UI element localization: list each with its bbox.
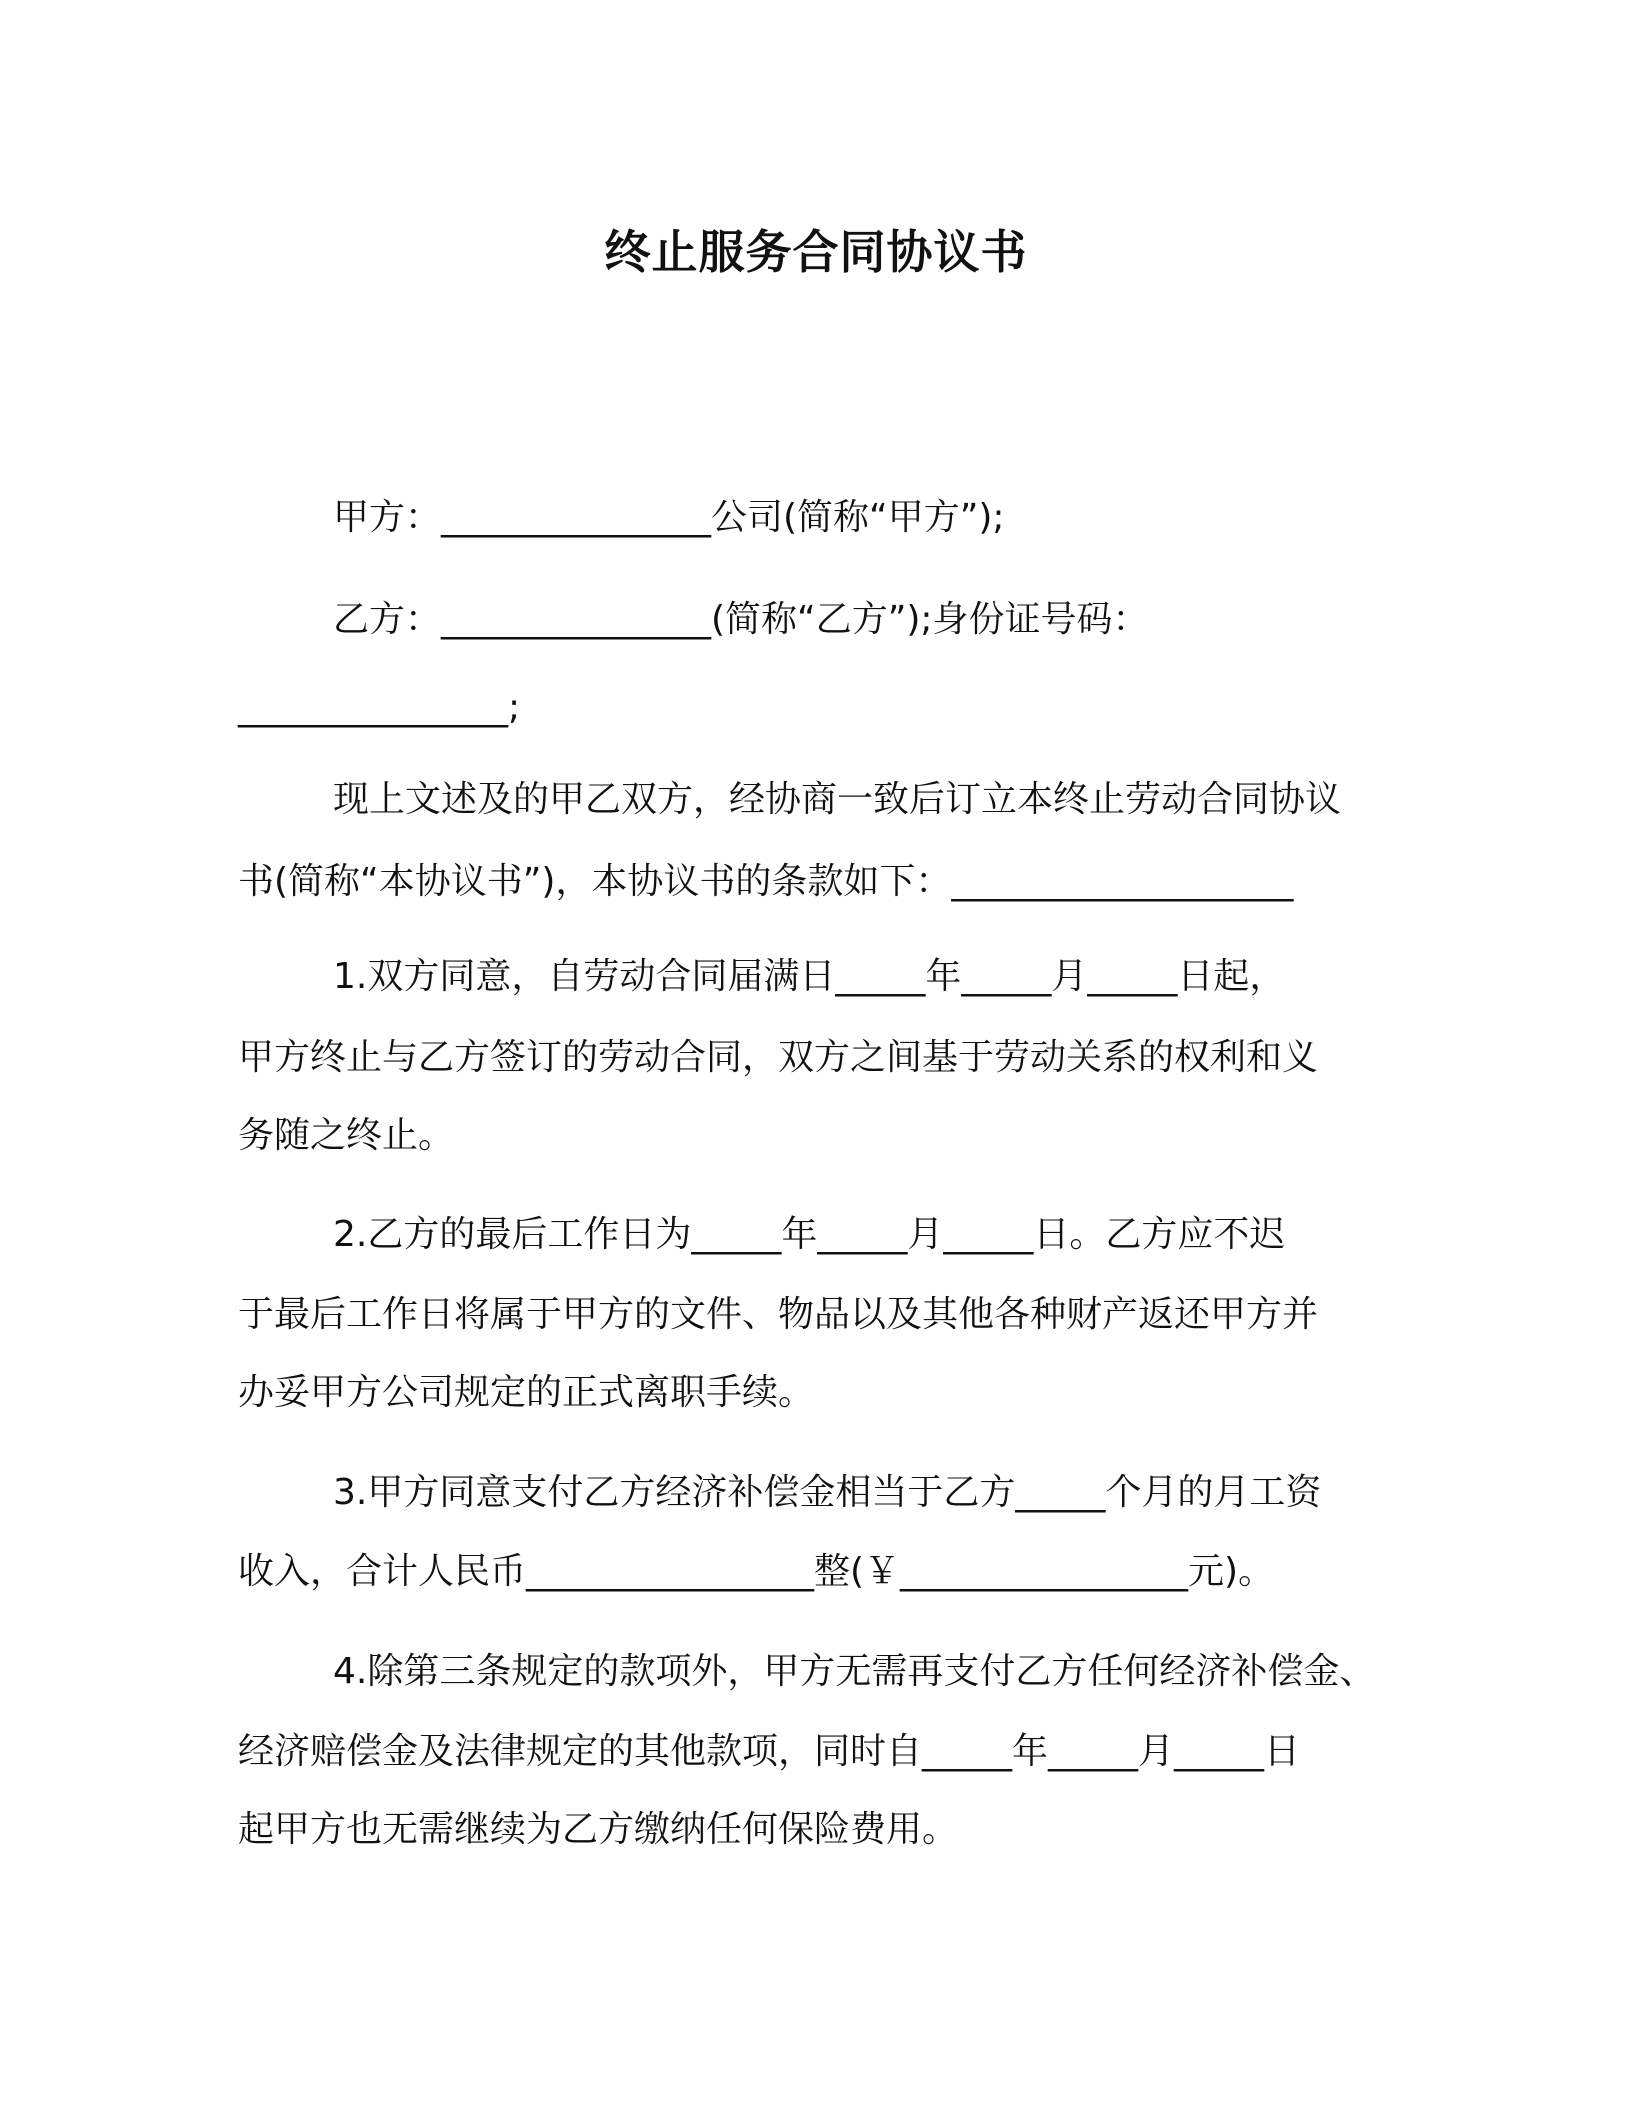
clause-4-line-2: 经济赔偿金及法律规定的其他款项，同时自_____年_____月_____日 (238, 1731, 1301, 1772)
clause-1-line-3: 务随之终止。 (238, 1115, 455, 1156)
party-a-line: 甲方：_______________公司(简称“甲方”); (333, 497, 1005, 538)
preamble-line-1: 现上文述及的甲乙双方，经协商一致后订立本终止劳动合同协议 (333, 779, 1342, 820)
clause-3-line-1: 3.甲方同意支付乙方经济补偿金相当于乙方_____个月的月工资 (333, 1472, 1322, 1513)
clause-4-line-3: 起甲方也无需继续为乙方缴纳任何保险费用。 (238, 1809, 959, 1850)
clause-2-line-3: 办妥甲方公司规定的正式离职手续。 (238, 1372, 815, 1413)
clause-1-line-1: 1.双方同意，自劳动合同届满日_____年_____月_____日起， (333, 956, 1286, 997)
party-b-line: 乙方：_______________(简称“乙方”);身份证号码： (333, 599, 1149, 640)
document-title: 终止服务合同协议书 (604, 225, 1028, 279)
clause-4-line-1: 4.除第三条规定的款项外，甲方无需再支付乙方任何经济补偿金、 (333, 1651, 1376, 1692)
id-number-line: _______________; (238, 687, 521, 728)
preamble-line-2: 书(简称“本协议书”)，本协议书的条款如下：___________________ (238, 861, 1294, 902)
clause-2-line-2: 于最后工作日将属于甲方的文件、物品以及其他各种财产返还甲方并 (238, 1294, 1319, 1335)
clause-3-line-2: 收入，合计人民币________________整(￥________________元)。 (238, 1551, 1275, 1592)
clause-2-line-1: 2.乙方的最后工作日为_____年_____月_____日。乙方应不迟 (333, 1214, 1286, 1255)
clause-1-line-2: 甲方终止与乙方签订的劳动合同，双方之间基于劳动关系的权利和义 (238, 1037, 1319, 1078)
